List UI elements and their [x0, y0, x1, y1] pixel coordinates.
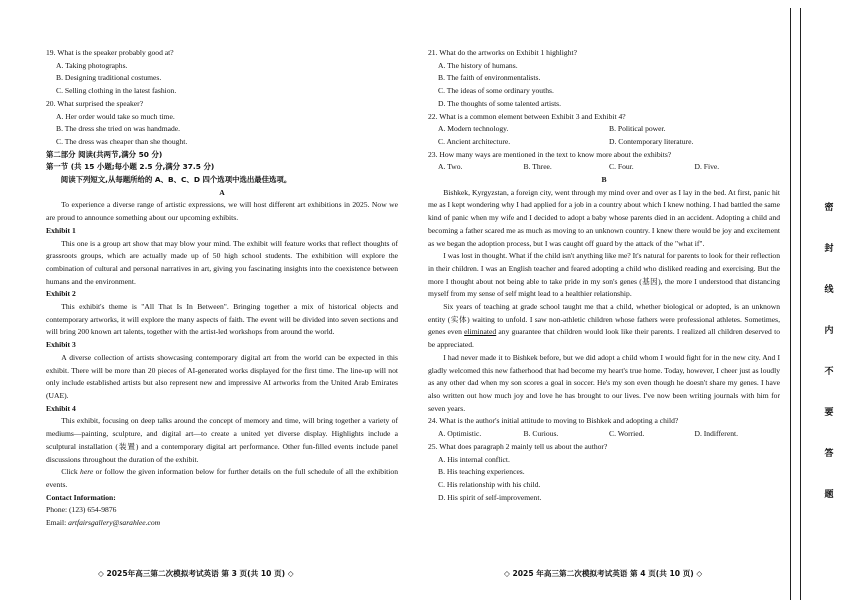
option: A. Modern technology. [438, 124, 509, 134]
option: A. Optimistic. [438, 429, 482, 439]
email-line: Email: artfairsgallery@sarahlee.com [46, 518, 161, 528]
passage-b-paragraph-4: I had never made it to Bishkek before, but we did adopt a child whom I would fight for in the new city. And I gladly welcomed this new fatherhood that had become my heart's true home. Today, however, I cheer just as loudly as any other dad when my son scores a goal in soccer. He's my son even though he doesn't share my genes. I have also written out how much joy and love he has brought to our lives. I've now been writing journals with him for seven years. [428, 352, 780, 413]
options-row [438, 161, 780, 174]
option: A. The history of humans. [438, 60, 518, 70]
instruction: 阅读下列短文,从每题所给的 A、B、C、D 四个选项中选出最佳选项。 [60, 175, 292, 185]
phone: Phone: (123) 654-9876 [46, 505, 117, 515]
option: A. Her order would take so much time. [56, 111, 175, 121]
question-25: 25. What does paragraph 2 mainly tell us about the author? [428, 441, 608, 451]
option: B. His teaching experiences. [438, 467, 525, 477]
binding-char: 内 [824, 326, 834, 336]
option: A. Two. [438, 162, 463, 172]
binding-char: 题 [824, 490, 834, 500]
binding-char: 封 [824, 244, 834, 254]
contact-title: Contact Information: [46, 492, 116, 502]
option: D. Contemporary literature. [609, 136, 694, 146]
passage-b-paragraph-3: Six years of teaching at grade school taught me that a child, whether biological or adopted, is an unknown entity (实体) waiting to unfold. I saw non-athletic children whose fathers were professional athletes. Sometimes, genes even eliminated any guarantee that children would look like their parents. I realized all children deserved to be appreciated. [428, 302, 780, 350]
binding-notice [823, 200, 835, 500]
question-21: 21. What do the artworks on Exhibit 1 highlight? [428, 48, 577, 57]
binding-char: 密 [824, 203, 834, 213]
binding-line [800, 8, 801, 600]
option: A. Taking photographs. [56, 60, 128, 70]
passage-b-paragraph-2: I was lost in thought. What if the child isn't anything like me? It's natural for parents to look for their reflection in their children. I was an English teacher and feared adopting a child who disliked reading and exercising. But the more I thought about not being able to take pride in my son's genes (基因), the more I understood that distancing myself from my sense of self might lead to a healthier relationship. [428, 251, 780, 299]
underlined-word: eliminated [464, 327, 497, 337]
click-here-paragraph: Click here or follow the given information below for further details on the full schedule of all the exhibition events. [46, 467, 398, 489]
exhibit-4-text: This exhibit, focusing on deep talks around the concept of memory and time, will bring together a variety of mediums—painting, sculpture, and digital art—to create a united yet diverse display. Highlights include a sculptural installation (装置) and a contemporary digital art performance. Other fun-filled events include panel discussions throughout the duration of the exhibit. [46, 416, 398, 464]
binding-char: 答 [824, 449, 834, 459]
left-column [46, 47, 398, 530]
option: C. His relationship with his child. [438, 479, 541, 489]
option: C. Worried. [609, 429, 645, 439]
exhibit-3-title: Exhibit 3 [46, 340, 76, 350]
exhibit-2-title: Exhibit 2 [46, 289, 76, 299]
exhibit-3-text: A diverse collection of artists showcasing contemporary digital art from the world can be expected in this exhibit. There will be more than 20 pieces of AI-generated works displayed for the first time. The line-up will not only include established artists but also represent new and impressive AI artworks from the United Arab Emirates (UAE). [46, 352, 398, 400]
email-address[interactable]: artfairsgallery@sarahlee.com [68, 518, 161, 528]
option: C. The dress was cheaper than she thought. [56, 136, 188, 146]
option: C. Ancient architecture. [438, 136, 511, 146]
option: A. His internal conflict. [438, 454, 510, 464]
option: B. Three. [523, 162, 552, 172]
exhibit-2-text: This exhibit's theme is "All That Is In Between". Bringing together a mix of historical objects and contemporary artworks, it will explore the many aspects of faith. The event will be divided into seven sections and will bring 200 known art talents, together with the artist-led workshops from around the world. [46, 302, 398, 337]
option: D. The thoughts of some talented artists. [438, 98, 562, 108]
exhibit-1-text: This one is a group art show that may blow your mind. The exhibit will feature works that reflect thoughts of grassroots groups, which are actually made up of 50 high school students. The exhibition will explore the combination of cultural and personal narratives in art, giving you fascinating insights into the coexistence between humans and the environment. [46, 238, 398, 286]
question-24: 24. What is the author's initial attitude to moving to Bishkek and adopting a child? [428, 416, 679, 426]
option: D. His spirit of self-improvement. [438, 492, 542, 502]
binding-char: 要 [824, 408, 834, 418]
page-footer-right: ◇ 2025 年高三第二次模拟考试英语 第 4 页(共 10 页) ◇ [504, 569, 703, 578]
section-1-heading: 第一节 (共 15 小题;每小题 2.5 分,满分 37.5 分) [46, 162, 215, 172]
options-row [438, 428, 780, 441]
question-22: 22. What is a common element between Exhibit 3 and Exhibit 4? [428, 111, 626, 121]
option: B. The dress she tried on was handmade. [56, 124, 181, 134]
intro-paragraph: To experience a diverse range of artistic expressions, we will host different art exhibitions in 2025. Now we are proud to announce something about our upcoming exhibits. [46, 200, 398, 223]
question-23: 23. How many ways are mentioned in the text to know more about the exhibits? [428, 149, 672, 159]
exhibit-4-title: Exhibit 4 [46, 403, 76, 413]
option: B. Political power. [609, 124, 666, 134]
binding-char: 不 [824, 367, 834, 377]
option: B. The faith of environmentalists. [438, 73, 541, 83]
option: C. The ideas of some ordinary youths. [438, 86, 554, 96]
option: C. Selling clothing in the latest fashion. [56, 86, 177, 96]
passage-b-label: B [601, 175, 607, 185]
option: D. Five. [694, 162, 720, 172]
page-footer-left: ◇ 2025年高三第二次模拟考试英语 第 3 页(共 10 页) ◇ [98, 569, 294, 578]
question-19: 19. What is the speaker probably good at? [46, 48, 174, 57]
options-row [438, 123, 780, 136]
passage-a-label: A [219, 187, 225, 197]
part-2-heading: 第二部分 阅读(共两节,满分 50 分) [46, 149, 163, 159]
passage-b-paragraph-1: Bishkek, Kyrgyzstan, a foreign city, went through my mind over and over as I lay in the bed. At first, panic hit me as I kept wondering why I had applied for a job in a country about which I knew nothing. I had battled the same kind of panic when my wife and I decided to adopt a baby whose parents died in an accident. Adopting a child and becoming a father scared me as much as moving to an unknown country. I knew there would be joy and excitement as we began the adoption process, but I was caught off guard by the attack of the "what if". [428, 187, 780, 248]
option: B. Curious. [523, 429, 559, 439]
option: C. Four. [609, 162, 634, 172]
exhibit-1-title: Exhibit 1 [46, 225, 76, 235]
question-20: 20. What surprised the speaker? [46, 98, 144, 108]
binding-char: 线 [824, 285, 834, 295]
right-column [428, 47, 780, 504]
option: D. Indifferent. [694, 429, 739, 439]
options-row [438, 136, 780, 149]
option: B. Designing traditional costumes. [56, 73, 162, 83]
here-link[interactable]: here [80, 467, 94, 477]
binding-line [790, 8, 791, 600]
